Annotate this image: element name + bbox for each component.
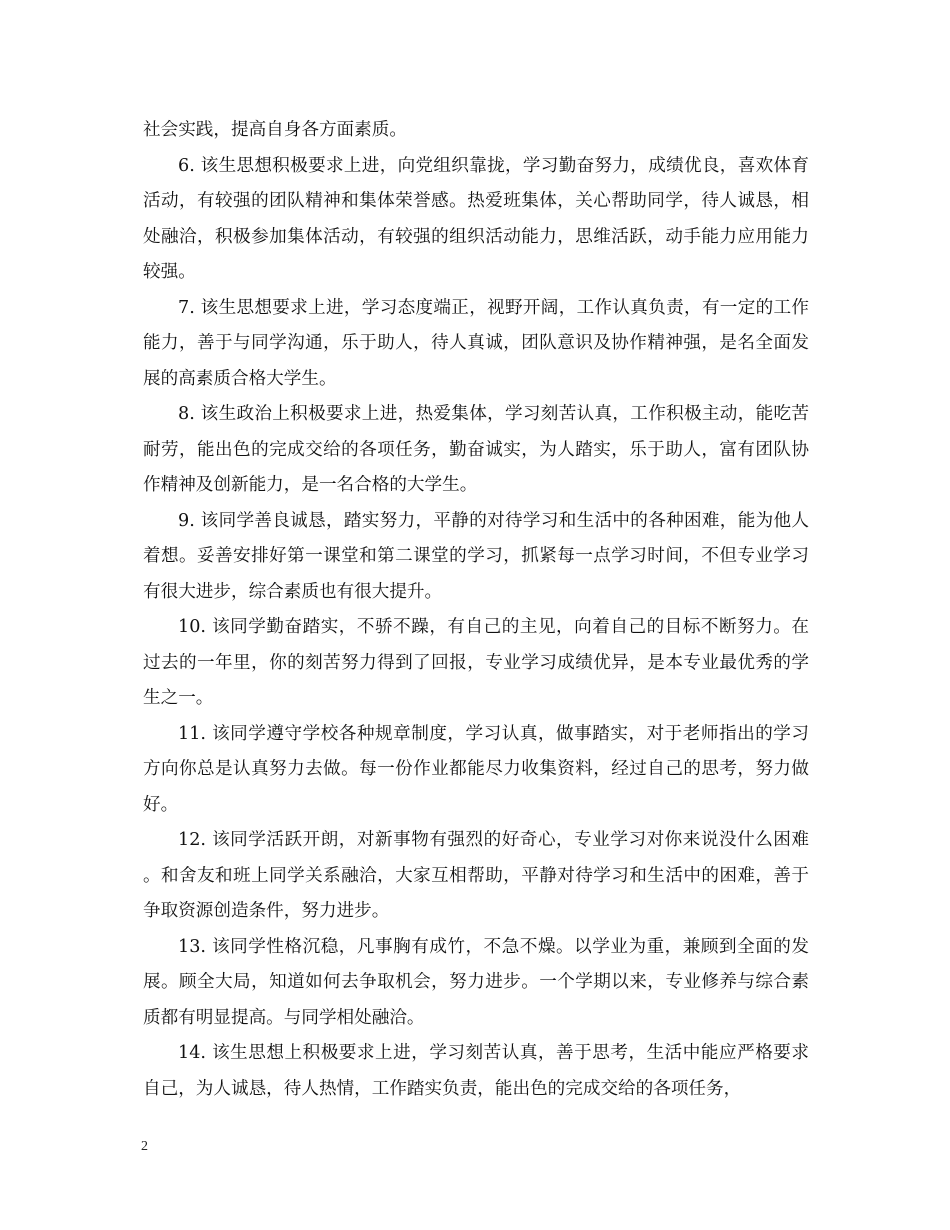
paragraph: 10. 该同学勤奋踏实，不骄不躁，有自己的主见，向着自己的目标不断努力。在过去的一年里，你的刻苦努力得到了回报，专业学习成绩优异，是本专业最优秀的学生之一。 xyxy=(143,617,809,708)
paragraph: 社会实践，提高自身各方面素质。 xyxy=(143,120,407,140)
paragraph: 9. 该同学善良诚恳，踏实努力，平静的对待学习和生活中的各种困难，能为他人着想。妥善安排好第一课堂和第二课堂的学习，抓紧每一点学习时间，不但专业学习有很大进步，综合素质也有很大提升。 xyxy=(143,510,809,602)
paragraph: 13. 该同学性格沉稳，凡事胸有成竹，不急不燥。以学业为重，兼顾到全面的发展。顾全大局，知道如何去争取机会，努力进步。一个学期以来，专业修养与综合素质都有明显提高。与同学相处融洽。 xyxy=(143,936,809,1028)
document-body xyxy=(143,113,809,1107)
paragraph: 14. 该生思想上积极要求上进，学习刻苦认真，善于思考，生活中能应严格要求自己，为人诚恳，待人热情，工作踏实负责，能出色的完成交给的各项任务， xyxy=(143,1043,809,1099)
page-number: 2 xyxy=(141,1139,148,1154)
paragraph: 12. 该同学活跃开朗，对新事物有强烈的好奇心，专业学习对你来说没什么困难。和舍友和班上同学关系融洽，大家互相帮助，平静对待学习和生活中的困难，善于争取资源创造条件，努力进步。 xyxy=(143,830,809,921)
paragraph: 8. 该生政治上积极要求上进，热爱集体，学习刻苦认真，工作积极主动，能吃苦耐劳，能出色的完成交给的各项任务，勤奋诚实，为人踏实，乐于助人，富有团队协作精神及创新能力，是一名合格的大学生。 xyxy=(143,404,809,495)
paragraph: 6. 该生思想积极要求上进，向党组织靠拢，学习勤奋努力，成绩优良，喜欢体育活动，有较强的团队精神和集体荣誉感。热爱班集体，关心帮助同学，待人诚恳，相处融洽，积极参加集体活动，有较强的组织活动能力，思维活跃，动手能力应用能力较强。 xyxy=(143,155,809,282)
paragraph: 11. 该同学遵守学校各种规章制度，学习认真，做事踏实，对于老师指出的学习方向你总是认真努力去做。每一份作业都能尽力收集资料，经过自己的思考，努力做好。 xyxy=(143,723,809,815)
paragraph: 7. 该生思想要求上进，学习态度端正，视野开阔，工作认真负责，有一定的工作能力，善于与同学沟通，乐于助人，待人真诚，团队意识及协作精神强，是名全面发展的高素质合格大学生。 xyxy=(143,297,809,389)
